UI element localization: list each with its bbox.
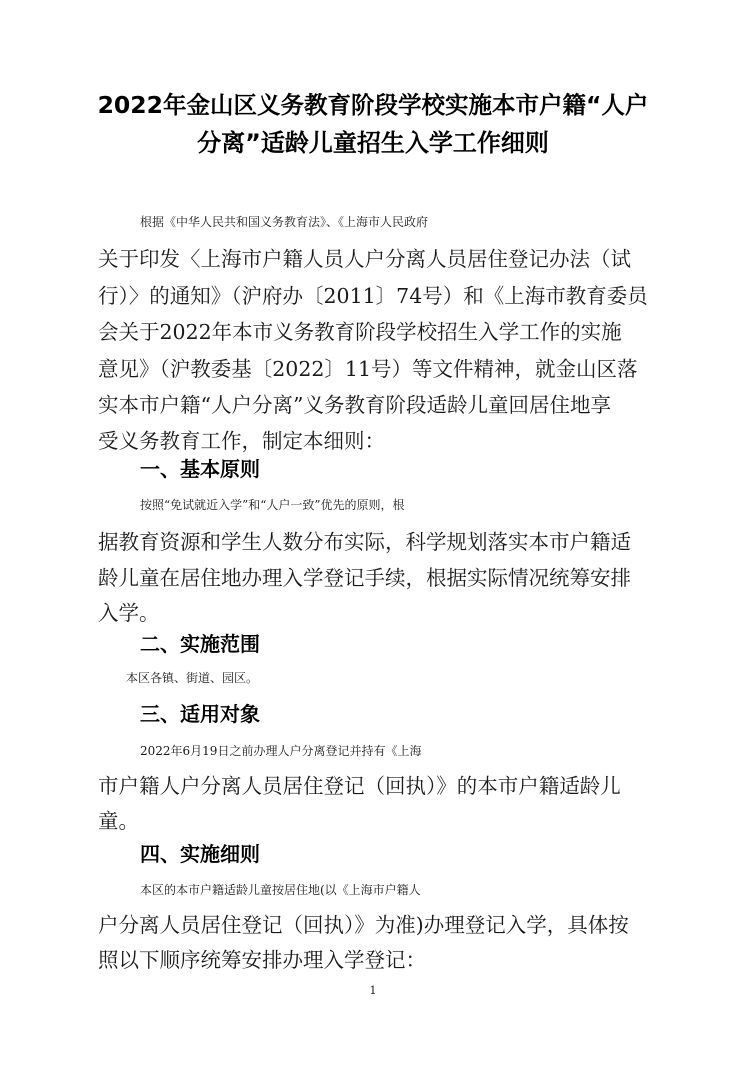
document-title-line-1: 2022年金山区义务教育阶段学校实施本市户籍“人户 xyxy=(97,91,649,119)
section-line: 据教育资源和学生人数分布实际，科学规划落实本市户籍适 xyxy=(98,530,631,554)
section-line: 童。 xyxy=(98,809,139,833)
intro-line: 根据《中华人民共和国义务教育法》、《上海市人民政府 xyxy=(140,215,429,229)
page-number: 1 xyxy=(369,984,377,997)
section-line: 市户籍人户分离人员居住登记（回执）》的本市户籍适龄儿 xyxy=(98,774,621,798)
section-line: 本区的本市户籍适龄儿童按居住地(以《上海市户籍人 xyxy=(140,883,421,897)
intro-line: 意见》（沪教委基〔2022〕11号）等文件精神，就金山区落 xyxy=(98,357,638,381)
section-heading-scope: 二、实施范围 xyxy=(140,632,260,656)
intro-line: 关于印发〈上海市户籍人员人户分离人员居住登记办法（试 xyxy=(98,247,631,271)
section-line: 入学。 xyxy=(98,601,160,625)
section-line: 照以下顺序统筹安排办理入学登记： xyxy=(98,948,426,972)
intro-line: 会关于2022年本市义务教育阶段学校招生入学工作的实施 xyxy=(98,320,622,344)
section-heading-basic-principles: 一、基本原则 xyxy=(140,457,260,481)
section-heading-implementation-rules: 四、实施细则 xyxy=(140,842,260,866)
intro-line: 实本市户籍“人户分离”义务教育阶段适龄儿童回居住地享 xyxy=(98,393,611,417)
section-line: 按照“免试就近入学”和“人户一致”优先的原则，根 xyxy=(140,498,405,512)
intro-line: 行）〉的通知》（沪府办〔2011〕74号）和《上海市教育委员 xyxy=(98,284,648,308)
section-line: 本区各镇、街道、园区。 xyxy=(126,671,259,685)
intro-line: 受义务教育工作，制定本细则： xyxy=(98,429,385,453)
section-line: 2022年6月19日之前办理人户分离登记并持有《上海 xyxy=(140,744,422,758)
document-title-line-2: 分离”适龄儿童招生入学工作细则 xyxy=(197,129,549,157)
section-line: 户分离人员居住登记（回执）》为准)办理登记入学，具体按 xyxy=(98,913,629,937)
section-heading-applicable-targets: 三、适用对象 xyxy=(140,702,260,726)
section-line: 龄儿童在居住地办理入学登记手续，根据实际情况统筹安排 xyxy=(98,566,631,590)
